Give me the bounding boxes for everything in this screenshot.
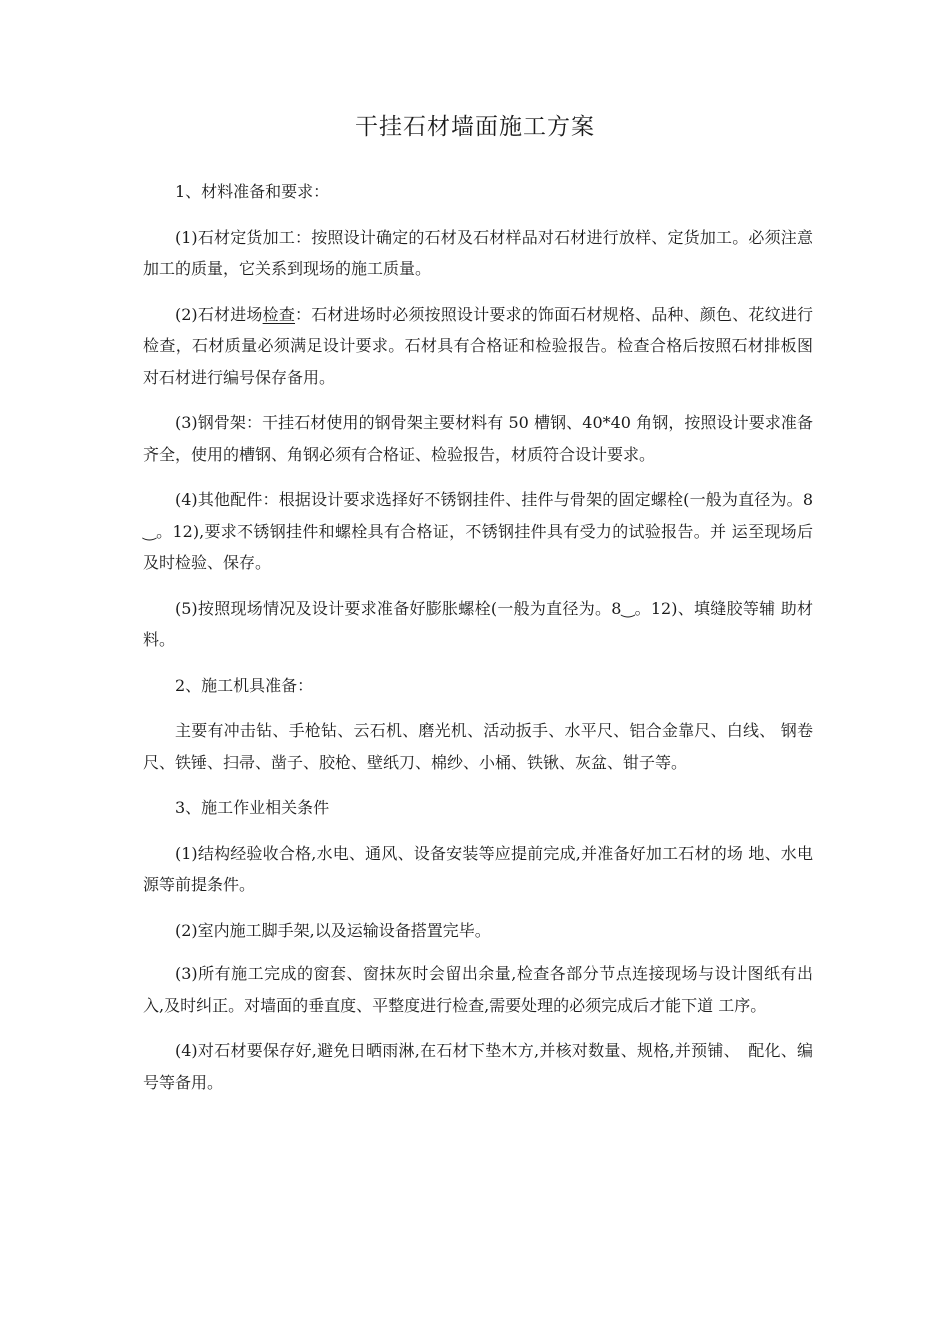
paragraph: (1)石材定货加工：按照设计确定的石材及石材样品对石材进行放样、定货加工。必须注意加工的质量，它关系到现场的施工质量。	[143, 227, 813, 278]
paragraph-text: ：石材进场时必须按照设计要求的饰面石材规格、品种、颜色、花纹进行检查，石材质量必须满足设计要求。石材具有合格证和检验报告。检查合格后按照石材排板图对石材进行编号保存备用。	[143, 304, 813, 387]
paragraph: (4)其他配件：根据设计要求选择好不锈钢挂件、挂件与骨架的固定螺栓(一般为直径为。8‿。12),要求不锈钢挂件和螺栓具有合格证，不锈钢挂件具有受力的试验报告。并 运至现场后及时检验、保存。	[143, 490, 813, 572]
paragraph: (3)钢骨架：干挂石材使用的钢骨架主要材料有 50 槽钢、40*40 角钢，按照设计要求准备齐全，使用的槽钢、角钢必须有合格证、检验报告，材质符合设计要求。	[143, 413, 813, 464]
document-body	[143, 176, 813, 1112]
paragraph: (4)对石材要保存好,避免日晒雨淋,在石材下垫木方,并核对数量、规格,并预铺、 配化、编号等备用。	[143, 1041, 813, 1092]
paragraph: 主要有冲击钻、手枪钻、云石机、磨光机、活动扳手、水平尺、铝合金靠尺、白线、 钢卷尺、铁锤、扫帚、凿子、胶枪、壁纸刀、棉纱、小桶、铁锹、灰盆、钳子等。	[143, 721, 813, 772]
paragraph-text: (2)石材进场	[175, 304, 263, 324]
paragraph	[143, 299, 813, 394]
section-heading: 3、施工作业相关条件	[175, 798, 330, 817]
underlined-text: 检查	[262, 304, 296, 324]
section-heading: 1、材料准备和要求：	[175, 182, 330, 201]
paragraph: (5)按照现场情况及设计要求准备好膨胀螺栓(一般为直径为。8‿。12)、填缝胶等辅 助材料。	[143, 598, 813, 649]
section-heading: 2、施工机具准备：	[175, 675, 314, 695]
paragraph: (2)室内施工脚手架,以及运输设备搭置完毕。	[175, 920, 491, 940]
document-title: 干挂石材墙面施工方案	[355, 114, 595, 140]
paragraph: (3)所有施工完成的窗套、窗抹灰时会留出余量,检查各部分节点连接现场与设计图纸有出入,及时纠正。对墙面的垂直度、平整度进行检查,需要处理的必须完成后才能下道 工序。	[143, 964, 813, 1015]
paragraph: (1)结构经验收合格,水电、通风、设备安装等应提前完成,并准备好加工石材的场 地、水电源等前提条件。	[143, 843, 813, 894]
